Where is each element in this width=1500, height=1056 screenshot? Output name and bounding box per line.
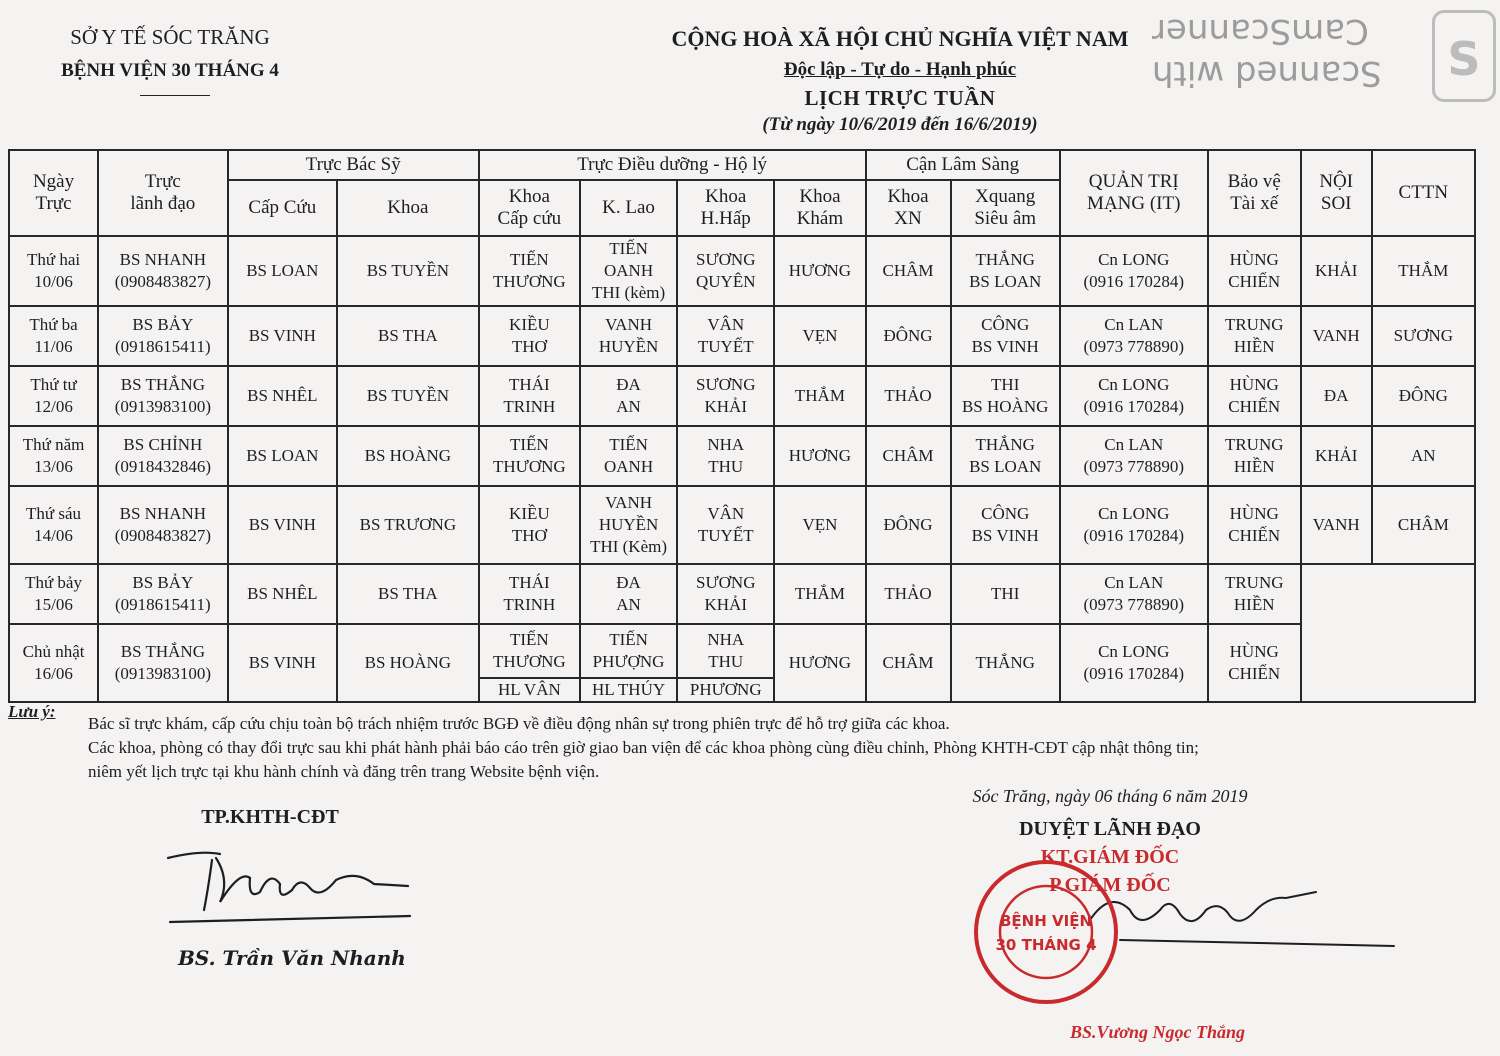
note-line: Bác sĩ trực khám, cấp cứu chịu toàn bộ trách nhiệm trước BGĐ về điều động nhân sự trong phiên trực để hỗ trợ giữa các khoa. xyxy=(88,714,950,733)
cell-cttn: SƯƠNG xyxy=(1372,306,1475,366)
header-khoa-cap-cuu: Khoa Cấp cứu xyxy=(479,180,580,236)
cell-khoa: BS HOÀNG xyxy=(337,426,479,486)
header-nursing-group: Trực Điều dưỡng - Hộ lý xyxy=(479,150,866,180)
cell-khoa-cap-cuu: KIỀU THƠ xyxy=(479,306,580,366)
cell-khoa-cap-cuu: TIẾN THƯƠNG xyxy=(479,236,580,306)
cell-khoa-kham: THẮM xyxy=(774,564,865,624)
cell-khoa-hhap: SƯƠNG QUYÊN xyxy=(677,236,774,306)
cell-leader: BS NHANH (0908483827) xyxy=(98,236,228,306)
cell-leader: BS BẢY (0918615411) xyxy=(98,306,228,366)
cell-xquang: THẮNG BS LOAN xyxy=(951,236,1060,306)
cell-khoa-cap-cuu: THÁI TRINH xyxy=(479,564,580,624)
cell-day: Thứ bảy 15/06 xyxy=(9,564,98,624)
cell-day: Thứ năm 13/06 xyxy=(9,426,98,486)
cell-khoa: BS THA xyxy=(337,564,479,624)
cell-cap-cuu: BS LOAN xyxy=(228,236,337,306)
cell-khoa-xn: CHÂM xyxy=(866,426,951,486)
cell-cap-cuu: BS NHÊL xyxy=(228,366,337,426)
cell-khoa: BS TRƯƠNG xyxy=(337,486,479,564)
cell-endoscopy: VANH xyxy=(1301,486,1372,564)
cell-khoa-hhap: SƯƠNG KHẢI xyxy=(677,366,774,426)
cell-khoa-xn: ĐÔNG xyxy=(866,306,951,366)
cell-endoscopy: KHẢI xyxy=(1301,426,1372,486)
cell-khoa-kham: THẮM xyxy=(774,366,865,426)
cell-endoscopy: ĐA xyxy=(1301,366,1372,426)
header-xquang: Xquang Siêu âm xyxy=(951,180,1060,236)
approve-title: DUYỆT LÃNH ĐẠO xyxy=(1019,818,1201,840)
camscanner-watermark xyxy=(1152,10,1422,94)
cell-it: Cn LONG (0916 170284) xyxy=(1060,236,1208,306)
header-security: Bảo vệ Tài xế xyxy=(1208,150,1301,236)
stamp-seal-icon xyxy=(972,858,1120,1006)
cell-khoa-hhap: NHA THU xyxy=(677,426,774,486)
document-heading xyxy=(560,22,1240,138)
cell-day: Thứ ba 11/06 xyxy=(9,306,98,366)
header-khoa-hhap: Khoa H.Hấp xyxy=(677,180,774,236)
cell-it: Cn LONG (0916 170284) xyxy=(1060,624,1208,702)
cell-k-lao: VANH HUYỀN xyxy=(580,306,677,366)
approve-sub1: KT.GIÁM ĐỐC xyxy=(1040,846,1180,868)
stamp-text-line1: BỆNH VIỆN xyxy=(1000,912,1092,930)
right-signature-icon xyxy=(1080,870,1410,960)
cell-cap-cuu: BS NHÊL xyxy=(228,564,337,624)
cell-xquang: THI BS HOÀNG xyxy=(951,366,1060,426)
cell-khoa-hhap: NHA THU xyxy=(677,624,774,678)
header-endoscopy: NỘI SOI xyxy=(1301,150,1372,236)
cell-leader: BS NHANH (0908483827) xyxy=(98,486,228,564)
cell-khoa-xn: CHÂM xyxy=(866,236,951,306)
notes-label: Lưu ý: xyxy=(8,702,56,721)
cell-leader: BS THẮNG (0913983100) xyxy=(98,624,228,702)
cell-khoa: BS HOÀNG xyxy=(337,624,479,702)
header-cap-cuu: Cấp Cứu xyxy=(228,180,337,236)
header-doctor-group: Trực Bác Sỹ xyxy=(228,150,479,180)
cell-k-lao: TIẾN OANH THI (kèm) xyxy=(580,236,677,306)
cell-khoa-cap-cuu-extra: HL VÂN xyxy=(479,678,580,702)
table-row xyxy=(9,366,1475,426)
cell-k-lao: TIẾN PHƯỢNG xyxy=(580,624,677,678)
org-line1: SỞ Y TẾ SÓC TRĂNG xyxy=(70,25,270,49)
camscanner-logo-icon: S xyxy=(1432,10,1496,102)
cell-endoscopy: VANH xyxy=(1301,306,1372,366)
place-date: Sóc Trăng, ngày 06 tháng 6 năm 2019 xyxy=(972,786,1248,806)
cell-security: HÙNG CHIẾN xyxy=(1208,486,1301,564)
cell-k-lao: VANH HUYỀN THI (Kèm) xyxy=(580,486,677,564)
cell-khoa-kham: VẸN xyxy=(774,306,865,366)
cell-security: HÙNG CHIẾN xyxy=(1208,366,1301,426)
cell-cttn: AN xyxy=(1372,426,1475,486)
cell-k-lao: ĐA AN xyxy=(580,564,677,624)
cell-khoa-hhap: VÂN TUYẾT xyxy=(677,486,774,564)
cell-cap-cuu: BS VINH xyxy=(228,486,337,564)
header-khoa-xn: Khoa XN xyxy=(866,180,951,236)
header-it: QUẢN TRỊ MẠNG (IT) xyxy=(1060,150,1208,236)
cell-khoa-xn: THẢO xyxy=(866,564,951,624)
cell-khoa-hhap: VÂN TUYẾT xyxy=(677,306,774,366)
empty-corner-cell xyxy=(1301,564,1475,702)
cell-day: Chủ nhật 16/06 xyxy=(9,624,98,702)
cell-it: Cn LONG (0916 170284) xyxy=(1060,366,1208,426)
cell-khoa: BS THA xyxy=(337,306,479,366)
header-cttn: CTTN xyxy=(1372,150,1475,236)
date-range: (Từ ngày 10/6/2019 đến 16/6/2019) xyxy=(762,114,1038,135)
cell-it: Cn LAN (0973 778890) xyxy=(1060,306,1208,366)
cell-cttn: ĐÔNG xyxy=(1372,366,1475,426)
cell-khoa-kham: HƯƠNG xyxy=(774,624,865,702)
cell-k-lao: TIẾN OANH xyxy=(580,426,677,486)
cell-xquang: THẮNG BS LOAN xyxy=(951,426,1060,486)
watermark-line1: Scanned with xyxy=(1152,53,1382,93)
left-signer-name: BS. Trần Văn Nhanh xyxy=(178,946,406,970)
cell-khoa-cap-cuu: THÁI TRINH xyxy=(479,366,580,426)
header-khoa: Khoa xyxy=(337,180,479,236)
duty-schedule-table xyxy=(8,149,1476,703)
cell-it: Cn LAN (0973 778890) xyxy=(1060,426,1208,486)
table-row xyxy=(9,624,1475,678)
cell-khoa-xn: ĐÔNG xyxy=(866,486,951,564)
cell-khoa-cap-cuu: TIẾN THƯƠNG xyxy=(479,426,580,486)
table-row xyxy=(9,426,1475,486)
note-line: Các khoa, phòng có thay đổi trực sau khi phát hành phải báo cáo trên giờ giao ban viện để các khoa phòng cùng điều chỉnh, Phòng KHTH-CĐT cập nhật thông tin; xyxy=(88,738,1199,757)
left-signer-title: TP.KHTH-CĐT xyxy=(201,806,339,828)
cell-security: TRUNG HIỀN xyxy=(1208,306,1301,366)
official-stamp xyxy=(972,858,1120,1006)
cell-xquang: THẮNG xyxy=(951,624,1060,702)
cell-cap-cuu: BS VINH xyxy=(228,306,337,366)
cell-khoa-cap-cuu: TIẾN THƯƠNG xyxy=(479,624,580,678)
stamp-text-line2: 30 THÁNG 4 xyxy=(995,936,1097,954)
watermark-line2: CamScanner xyxy=(1152,11,1369,51)
cell-security: HÙNG CHIẾN xyxy=(1208,624,1301,702)
right-signer-name: BS.Vương Ngọc Thắng xyxy=(1070,1022,1245,1042)
table-row xyxy=(9,236,1475,306)
cell-k-lao-extra: HL THÚY xyxy=(580,678,677,702)
cell-leader: BS THẮNG (0913983100) xyxy=(98,366,228,426)
header-k-lao: K. Lao xyxy=(580,180,677,236)
header-row-1 xyxy=(9,150,1475,180)
cell-khoa-kham: HƯƠNG xyxy=(774,236,865,306)
cell-day: Thứ tư 12/06 xyxy=(9,366,98,426)
cell-xquang: CÔNG BS VINH xyxy=(951,486,1060,564)
header-lab-group: Cận Lâm Sàng xyxy=(866,150,1060,180)
cell-cttn: CHÂM xyxy=(1372,486,1475,564)
left-signature-icon xyxy=(160,840,420,930)
cell-khoa-hhap: SƯƠNG KHẢI xyxy=(677,564,774,624)
cell-cap-cuu: BS VINH xyxy=(228,624,337,702)
cell-khoa-kham: HƯƠNG xyxy=(774,426,865,486)
nation-title: CỘNG HOÀ XÃ HỘI CHỦ NGHĨA VIỆT NAM xyxy=(671,26,1129,51)
cell-leader: BS CHỈNH (0918432846) xyxy=(98,426,228,486)
cell-day: Thứ hai 10/06 xyxy=(9,236,98,306)
cell-endoscopy: KHẢI xyxy=(1301,236,1372,306)
notes-text xyxy=(88,712,1488,784)
cell-security: HÙNG CHIẾN xyxy=(1208,236,1301,306)
org-line2: BỆNH VIỆN 30 THÁNG 4 xyxy=(61,60,279,81)
table-row xyxy=(9,486,1475,564)
cell-khoa-cap-cuu: KIỀU THƠ xyxy=(479,486,580,564)
cell-khoa-hhap-extra: PHƯƠNG xyxy=(677,678,774,702)
cell-security: TRUNG HIỀN xyxy=(1208,564,1301,624)
motto: Độc lập - Tự do - Hạnh phúc xyxy=(783,59,1017,80)
cell-khoa-kham: VẸN xyxy=(774,486,865,564)
cell-xquang: THI xyxy=(951,564,1060,624)
approve-sub2: P.GIÁM ĐỐC xyxy=(1049,874,1171,896)
cell-cttn: THẮM xyxy=(1372,236,1475,306)
header-khoa-kham: Khoa Khám xyxy=(774,180,865,236)
cell-day: Thứ sáu 14/06 xyxy=(9,486,98,564)
cell-it: Cn LONG (0916 170284) xyxy=(1060,486,1208,564)
header-divider xyxy=(140,95,210,96)
header-leader: Trực lãnh đạo xyxy=(98,150,228,236)
org-header xyxy=(20,20,320,88)
cell-cap-cuu: BS LOAN xyxy=(228,426,337,486)
cell-khoa-xn: THẢO xyxy=(866,366,951,426)
cell-xquang: CÔNG BS VINH xyxy=(951,306,1060,366)
cell-k-lao: ĐA AN xyxy=(580,366,677,426)
cell-khoa: BS TUYỀN xyxy=(337,366,479,426)
cell-it: Cn LAN (0973 778890) xyxy=(1060,564,1208,624)
cell-khoa: BS TUYỀN xyxy=(337,236,479,306)
note-line: niêm yết lịch trực tại khu hành chính và đăng trên trang Website bệnh viện. xyxy=(88,762,600,781)
cell-security: TRUNG HIỀN xyxy=(1208,426,1301,486)
table-row xyxy=(9,564,1475,624)
cell-khoa-xn: CHÂM xyxy=(866,624,951,702)
table-row xyxy=(9,306,1475,366)
page-title: LỊCH TRỰC TUẦN xyxy=(804,86,996,110)
cell-leader: BS BẢY (0918615411) xyxy=(98,564,228,624)
header-day: Ngày Trực xyxy=(9,150,98,236)
